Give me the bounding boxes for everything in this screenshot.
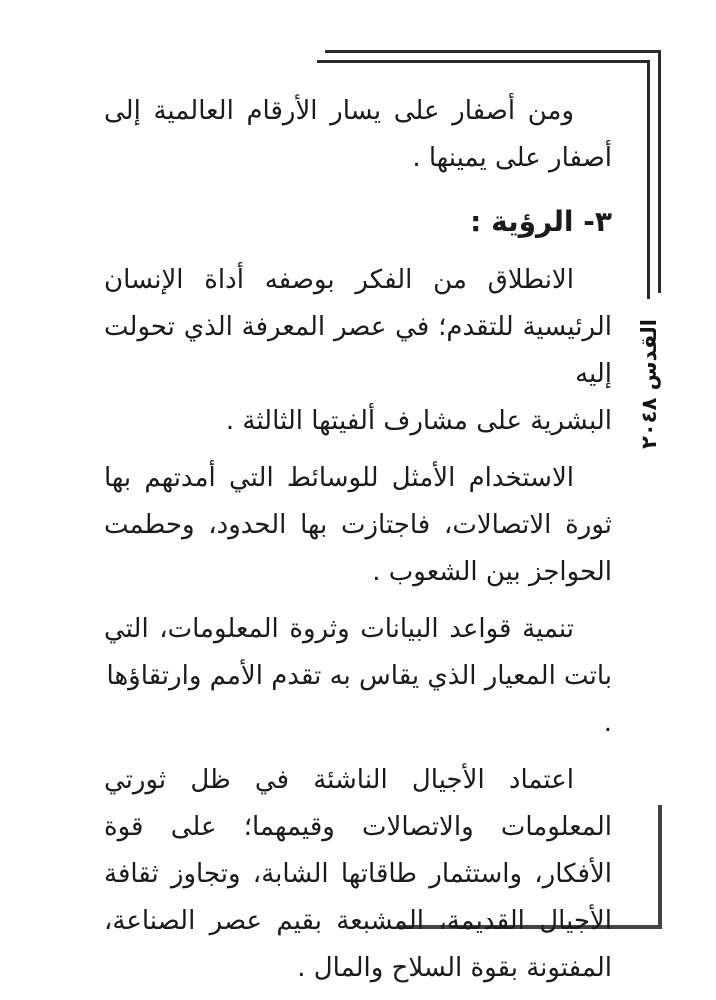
- text-line: باتت المعيار الذي يقاس به تقدم الأمم وارتقاؤها .: [106, 661, 612, 738]
- text-line: البشرية على مشارف ألفيتها الثالثة .: [225, 406, 612, 436]
- spine-title-block: [616, 314, 682, 454]
- book-spine-title: القدس ٢٠٤٨: [637, 319, 661, 449]
- text-line: أصفار على يمينها .: [412, 143, 612, 173]
- section-heading-vision: ٣- الرؤية :: [470, 205, 612, 238]
- text-line: الانطلاق من الفكر بوصفه أداة الإنسان: [104, 265, 574, 295]
- text-line: ومن أصفار على يسار الأرقام العالمية إلى: [104, 96, 574, 126]
- paragraph-zeros: [104, 88, 612, 182]
- paragraph-generations: [104, 757, 612, 992]
- paragraph-media: [104, 455, 612, 596]
- page-text-column: [104, 88, 612, 1000]
- text-line: الاستخدام الأمثل للوسائط التي أمدتهم بها: [104, 463, 574, 493]
- paragraph-databases: [104, 606, 612, 747]
- text-line: الأجيال القديمة، المشبعة بقيم عصر الصناعة،: [104, 906, 612, 936]
- text-line: اعتماد الأجيال الناشئة في ظل ثورتي: [104, 765, 574, 795]
- text-line: الرئيسية للتقدم؛ في عصر المعرفة الذي تحولت إليه: [104, 312, 612, 389]
- text-line: المفتونة بقوة السلاح والمال .: [297, 953, 612, 983]
- text-line: ثورة الاتصالات، فاجتازت بها الحدود، وحطمت: [104, 510, 612, 540]
- paragraph-thought: [104, 257, 612, 445]
- text-line: المعلومات والاتصالات وقيمهما؛ على قوة: [104, 812, 612, 842]
- text-line: الحواجز بين الشعوب .: [372, 557, 612, 587]
- text-line: الأفكار، واستثمار طاقاتها الشابة، وتجاوز ثقافة: [104, 859, 612, 889]
- text-line: تنمية قواعد البيانات وثروة المعلومات، التي: [104, 614, 574, 644]
